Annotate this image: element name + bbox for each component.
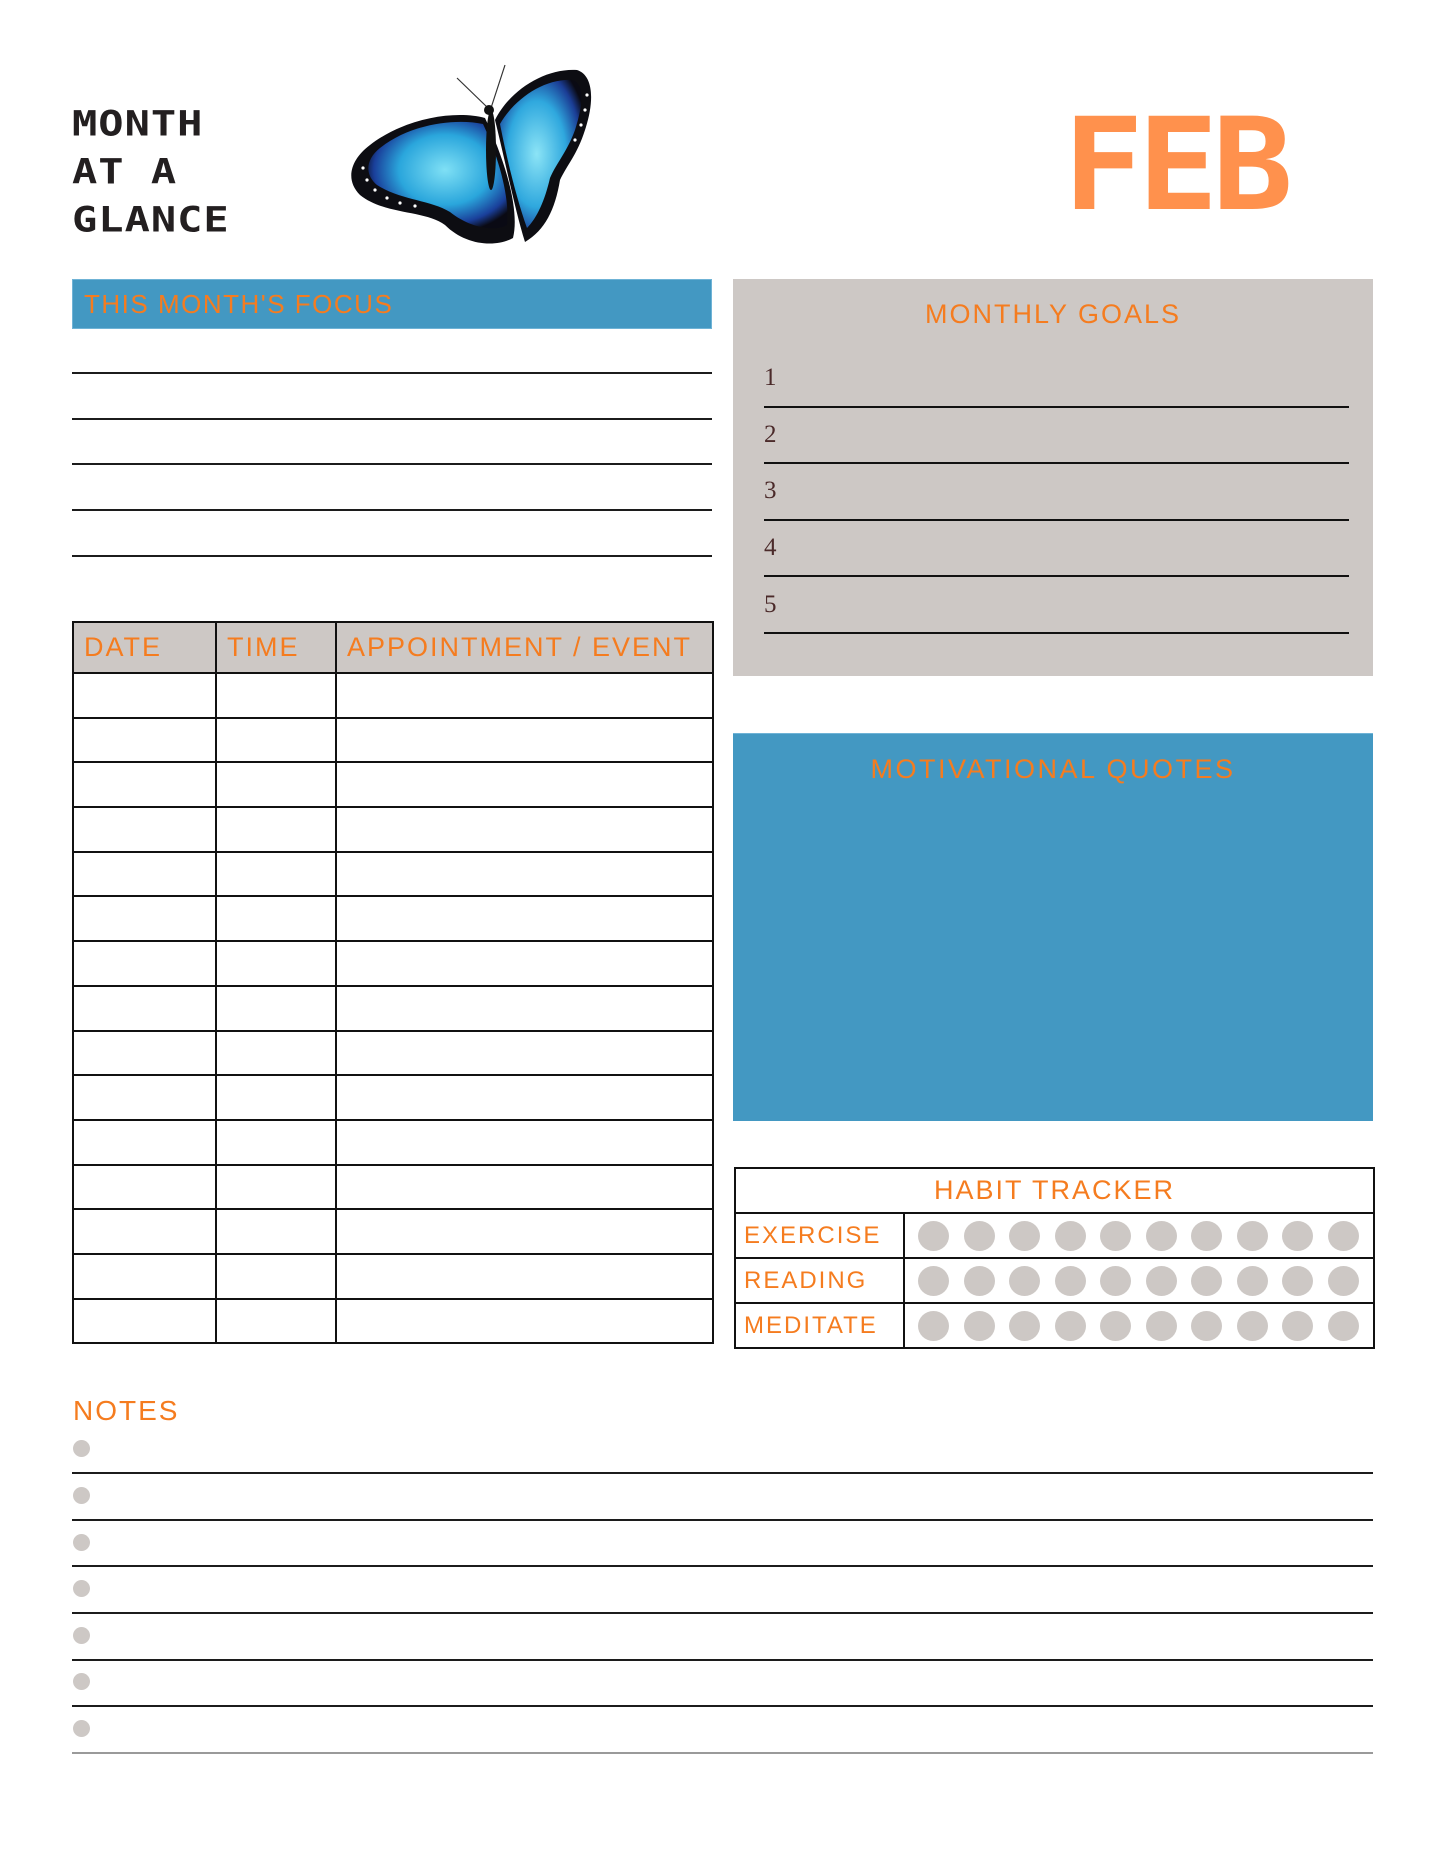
habit-dot[interactable] xyxy=(1009,1266,1040,1296)
habit-dot[interactable] xyxy=(1191,1311,1222,1341)
date-cell[interactable] xyxy=(73,941,216,986)
habit-dot[interactable] xyxy=(1100,1221,1131,1251)
time-cell[interactable] xyxy=(216,718,336,763)
note-bullet-icon xyxy=(73,1673,90,1690)
time-cell[interactable] xyxy=(216,1120,336,1165)
focus-header xyxy=(72,279,712,329)
note-line-5[interactable] xyxy=(72,1659,1373,1661)
habit-dot[interactable] xyxy=(1055,1221,1086,1251)
event-cell[interactable] xyxy=(336,1254,713,1299)
event-cell[interactable] xyxy=(336,762,713,807)
habit-dot[interactable] xyxy=(964,1311,995,1341)
habit-label: EXERCISE xyxy=(735,1213,904,1258)
notes-title: NOTES xyxy=(73,1395,180,1426)
note-line-3[interactable] xyxy=(72,1565,1373,1567)
habit-dot[interactable] xyxy=(1282,1221,1313,1251)
goal-line-1[interactable] xyxy=(764,406,1349,408)
note-line-4[interactable] xyxy=(72,1612,1373,1614)
table-row xyxy=(73,1209,713,1254)
focus-line-3[interactable] xyxy=(72,463,712,465)
event-cell[interactable] xyxy=(336,1075,713,1120)
date-cell[interactable] xyxy=(73,807,216,852)
month-label: FEB xyxy=(1063,91,1287,240)
column-header-date: DATE xyxy=(73,622,216,673)
time-cell[interactable] xyxy=(216,807,336,852)
time-cell[interactable] xyxy=(216,762,336,807)
date-cell[interactable] xyxy=(73,1075,216,1120)
habit-dots xyxy=(904,1213,1374,1258)
date-cell[interactable] xyxy=(73,1165,216,1210)
habit-label: MEDITATE xyxy=(735,1303,904,1348)
habit-dot[interactable] xyxy=(1146,1311,1177,1341)
goal-number-5: 5 xyxy=(764,591,777,618)
time-cell[interactable] xyxy=(216,986,336,1031)
habit-dot[interactable] xyxy=(1191,1221,1222,1251)
note-line-2[interactable] xyxy=(72,1519,1373,1521)
habit-dot[interactable] xyxy=(1100,1266,1131,1296)
habit-dot[interactable] xyxy=(964,1266,995,1296)
event-cell[interactable] xyxy=(336,896,713,941)
habit-row-exercise xyxy=(735,1213,1374,1258)
event-cell[interactable] xyxy=(336,1209,713,1254)
goal-number-3: 3 xyxy=(764,477,777,504)
time-cell[interactable] xyxy=(216,941,336,986)
monthly-goals-panel xyxy=(733,279,1373,676)
habit-dot[interactable] xyxy=(1100,1311,1131,1341)
habit-row-meditate xyxy=(735,1303,1374,1348)
time-cell[interactable] xyxy=(216,1075,336,1120)
focus-line-1[interactable] xyxy=(72,372,712,374)
goal-number-2: 2 xyxy=(764,421,777,448)
time-cell[interactable] xyxy=(216,673,336,718)
table-row xyxy=(73,852,713,897)
habit-dot[interactable] xyxy=(1282,1311,1313,1341)
butterfly-icon xyxy=(345,60,595,250)
focus-line-2[interactable] xyxy=(72,418,712,420)
time-cell[interactable] xyxy=(216,896,336,941)
table-row xyxy=(73,986,713,1031)
event-cell[interactable] xyxy=(336,852,713,897)
focus-title: THIS MONTH'S FOCUS xyxy=(84,289,394,319)
habit-dot[interactable] xyxy=(1055,1311,1086,1341)
goal-line-2[interactable] xyxy=(764,462,1349,464)
goal-number-1: 1 xyxy=(764,364,777,391)
title-line-3: GLANCE xyxy=(72,199,230,240)
habit-dot[interactable] xyxy=(1237,1311,1268,1341)
goal-line-4[interactable] xyxy=(764,575,1349,577)
note-line-6[interactable] xyxy=(72,1705,1373,1707)
time-cell[interactable] xyxy=(216,852,336,897)
habit-label: READING xyxy=(735,1258,904,1303)
table-row xyxy=(73,1165,713,1210)
note-bullet-icon xyxy=(73,1580,90,1597)
time-cell[interactable] xyxy=(216,1209,336,1254)
table-row xyxy=(73,1120,713,1165)
focus-line-5[interactable] xyxy=(72,555,712,557)
motivational-quotes-panel[interactable] xyxy=(733,733,1373,1121)
date-cell[interactable] xyxy=(73,896,216,941)
date-cell[interactable] xyxy=(73,852,216,897)
table-header-row xyxy=(73,622,713,673)
event-cell[interactable] xyxy=(336,1031,713,1076)
habit-dot[interactable] xyxy=(1146,1266,1177,1296)
habit-dot[interactable] xyxy=(1282,1266,1313,1296)
habit-dot[interactable] xyxy=(1237,1221,1268,1251)
event-cell[interactable] xyxy=(336,1120,713,1165)
habit-dot[interactable] xyxy=(1237,1266,1268,1296)
table-row xyxy=(73,1031,713,1076)
appointments-table xyxy=(72,621,714,1344)
table-row xyxy=(73,718,713,763)
event-cell[interactable] xyxy=(336,807,713,852)
table-row xyxy=(73,1075,713,1120)
note-bullet-icon xyxy=(73,1534,90,1551)
date-cell[interactable] xyxy=(73,673,216,718)
date-cell[interactable] xyxy=(73,762,216,807)
date-cell[interactable] xyxy=(73,1299,216,1344)
event-cell[interactable] xyxy=(336,673,713,718)
habit-dot[interactable] xyxy=(1328,1221,1359,1251)
event-cell[interactable] xyxy=(336,986,713,1031)
time-cell[interactable] xyxy=(216,1299,336,1344)
goal-line-3[interactable] xyxy=(764,519,1349,521)
note-line-7[interactable] xyxy=(72,1752,1373,1754)
event-cell[interactable] xyxy=(336,1299,713,1344)
column-header-event: APPOINTMENT / EVENT xyxy=(336,622,713,673)
column-header-time: TIME xyxy=(216,622,336,673)
note-bullet-icon xyxy=(73,1440,90,1457)
habit-dots xyxy=(904,1303,1374,1348)
date-cell[interactable] xyxy=(73,1031,216,1076)
date-cell[interactable] xyxy=(73,1209,216,1254)
time-cell[interactable] xyxy=(216,1165,336,1210)
title-line-2: AT A xyxy=(72,151,178,192)
date-cell[interactable] xyxy=(73,1120,216,1165)
habit-dot[interactable] xyxy=(918,1311,949,1341)
habit-dot[interactable] xyxy=(1191,1266,1222,1296)
date-cell[interactable] xyxy=(73,718,216,763)
habit-dot[interactable] xyxy=(1009,1221,1040,1251)
habit-dot[interactable] xyxy=(918,1221,949,1251)
habit-tracker-title: HABIT TRACKER xyxy=(735,1168,1374,1213)
time-cell[interactable] xyxy=(216,1031,336,1076)
habit-dot[interactable] xyxy=(1009,1311,1040,1341)
habit-dot[interactable] xyxy=(1146,1221,1177,1251)
date-cell[interactable] xyxy=(73,986,216,1031)
habit-dots xyxy=(904,1258,1374,1303)
time-cell[interactable] xyxy=(216,1254,336,1299)
note-line-1[interactable] xyxy=(72,1472,1373,1474)
date-cell[interactable] xyxy=(73,1254,216,1299)
habit-tracker-table xyxy=(734,1167,1375,1349)
habit-dot[interactable] xyxy=(1328,1266,1359,1296)
habit-dot[interactable] xyxy=(1055,1266,1086,1296)
quotes-title: MOTIVATIONAL QUOTES xyxy=(870,754,1236,784)
note-bullet-icon xyxy=(73,1627,90,1644)
table-row xyxy=(73,1299,713,1344)
event-cell[interactable] xyxy=(336,718,713,763)
goals-title: MONTHLY GOALS xyxy=(924,299,1182,329)
habit-row-reading xyxy=(735,1258,1374,1303)
note-bullet-icon xyxy=(73,1720,90,1737)
table-row xyxy=(73,896,713,941)
table-row xyxy=(73,807,713,852)
event-cell[interactable] xyxy=(336,941,713,986)
goal-line-5[interactable] xyxy=(764,632,1349,634)
table-row xyxy=(73,941,713,986)
habit-dot[interactable] xyxy=(918,1266,949,1296)
habit-dot[interactable] xyxy=(1328,1311,1359,1341)
focus-line-4[interactable] xyxy=(72,509,712,511)
table-row xyxy=(73,673,713,718)
habit-dot[interactable] xyxy=(964,1221,995,1251)
goal-number-4: 4 xyxy=(764,534,777,561)
table-row xyxy=(73,762,713,807)
title-line-1: MONTH xyxy=(72,103,204,144)
table-row xyxy=(73,1254,713,1299)
event-cell[interactable] xyxy=(336,1165,713,1210)
note-bullet-icon xyxy=(73,1487,90,1504)
